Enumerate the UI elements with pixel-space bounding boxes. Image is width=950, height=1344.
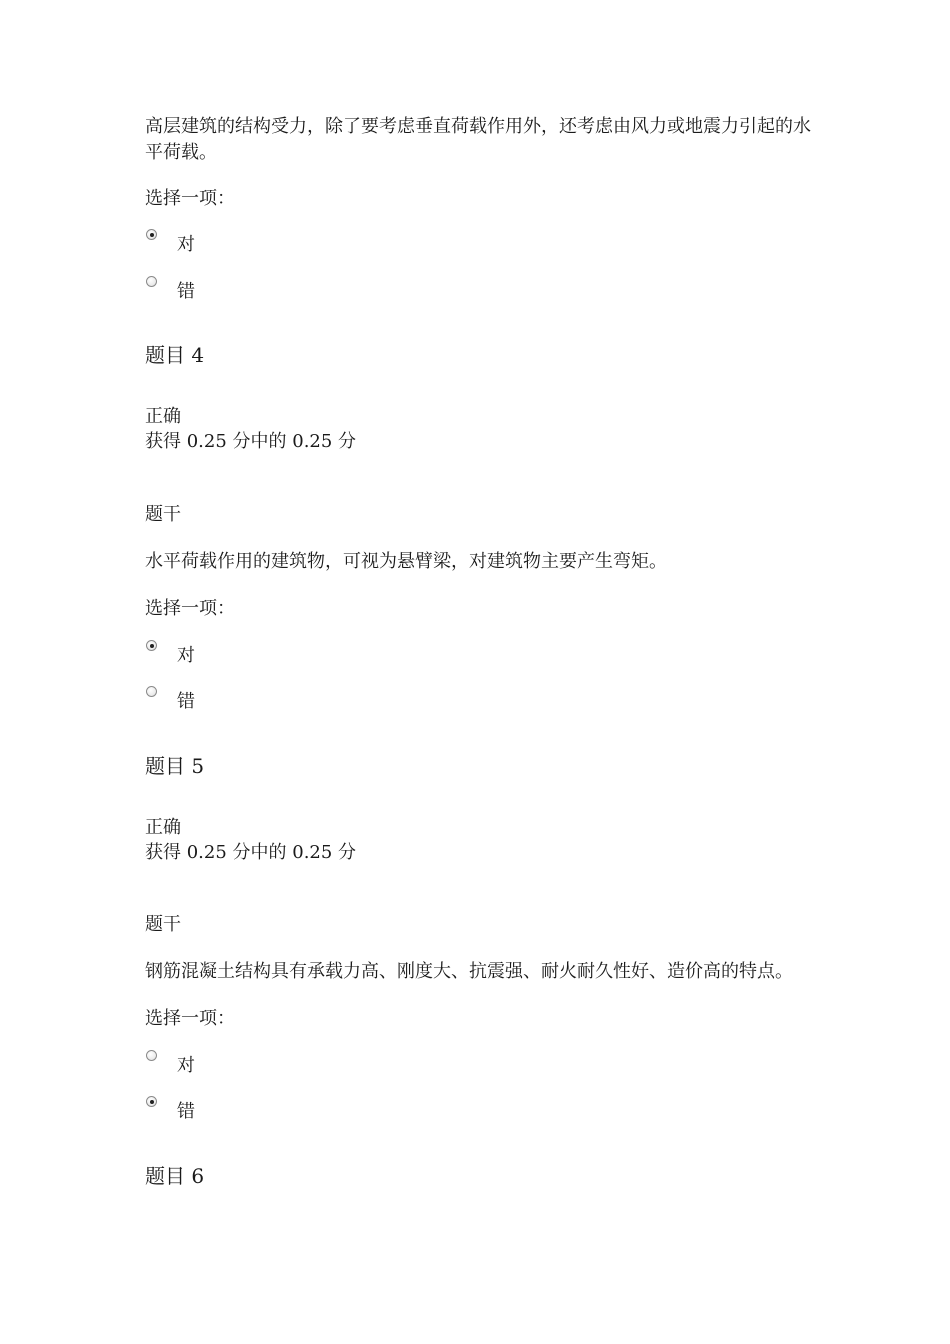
question-4-score: 获得 0.25 分中的 0.25 分 — [145, 431, 357, 452]
question-3-option-false-label[interactable]: 错 — [177, 281, 195, 302]
question-3-choose-label: 选择一项： — [145, 188, 235, 209]
question-4-option-true-label[interactable]: 对 — [177, 645, 195, 666]
question-4-option-true-radio[interactable] — [146, 640, 157, 651]
question-5-option-false-label[interactable]: 错 — [177, 1101, 195, 1122]
question-4-stem-label: 题干 — [145, 504, 181, 525]
question-3-option-true-label[interactable]: 对 — [177, 234, 195, 255]
question-4-option-false-radio[interactable] — [146, 686, 157, 697]
question-5-status: 正确 — [145, 817, 181, 838]
question-3-text: 高层建筑的结构受力，除了要考虑垂直荷载作用外，还考虑由风力或地震力引起的水平荷载。 — [145, 116, 811, 163]
question-5-text: 钢筋混凝土结构具有承载力高、刚度大、抗震强、耐火耐久性好、造价高的特点。 — [145, 961, 793, 982]
question-6-heading: 题目 6 — [145, 1164, 205, 1188]
question-5-option-true-radio[interactable] — [146, 1050, 157, 1061]
question-3-option-false-radio[interactable] — [146, 276, 157, 287]
question-5-option-true-label[interactable]: 对 — [177, 1055, 195, 1076]
question-5-score: 获得 0.25 分中的 0.25 分 — [145, 842, 357, 863]
question-4-heading: 题目 4 — [145, 343, 205, 367]
question-3-option-true-radio[interactable] — [146, 229, 157, 240]
question-4-text: 水平荷载作用的建筑物，可视为悬臂梁，对建筑物主要产生弯矩。 — [145, 551, 667, 572]
question-4-choose-label: 选择一项： — [145, 598, 235, 619]
question-5-stem-label: 题干 — [145, 914, 181, 935]
question-5-option-false-radio[interactable] — [146, 1096, 157, 1107]
question-5-choose-label: 选择一项： — [145, 1008, 235, 1029]
question-4-option-false-label[interactable]: 错 — [177, 691, 195, 712]
question-5-heading: 题目 5 — [145, 754, 205, 778]
question-4-status: 正确 — [145, 406, 181, 427]
